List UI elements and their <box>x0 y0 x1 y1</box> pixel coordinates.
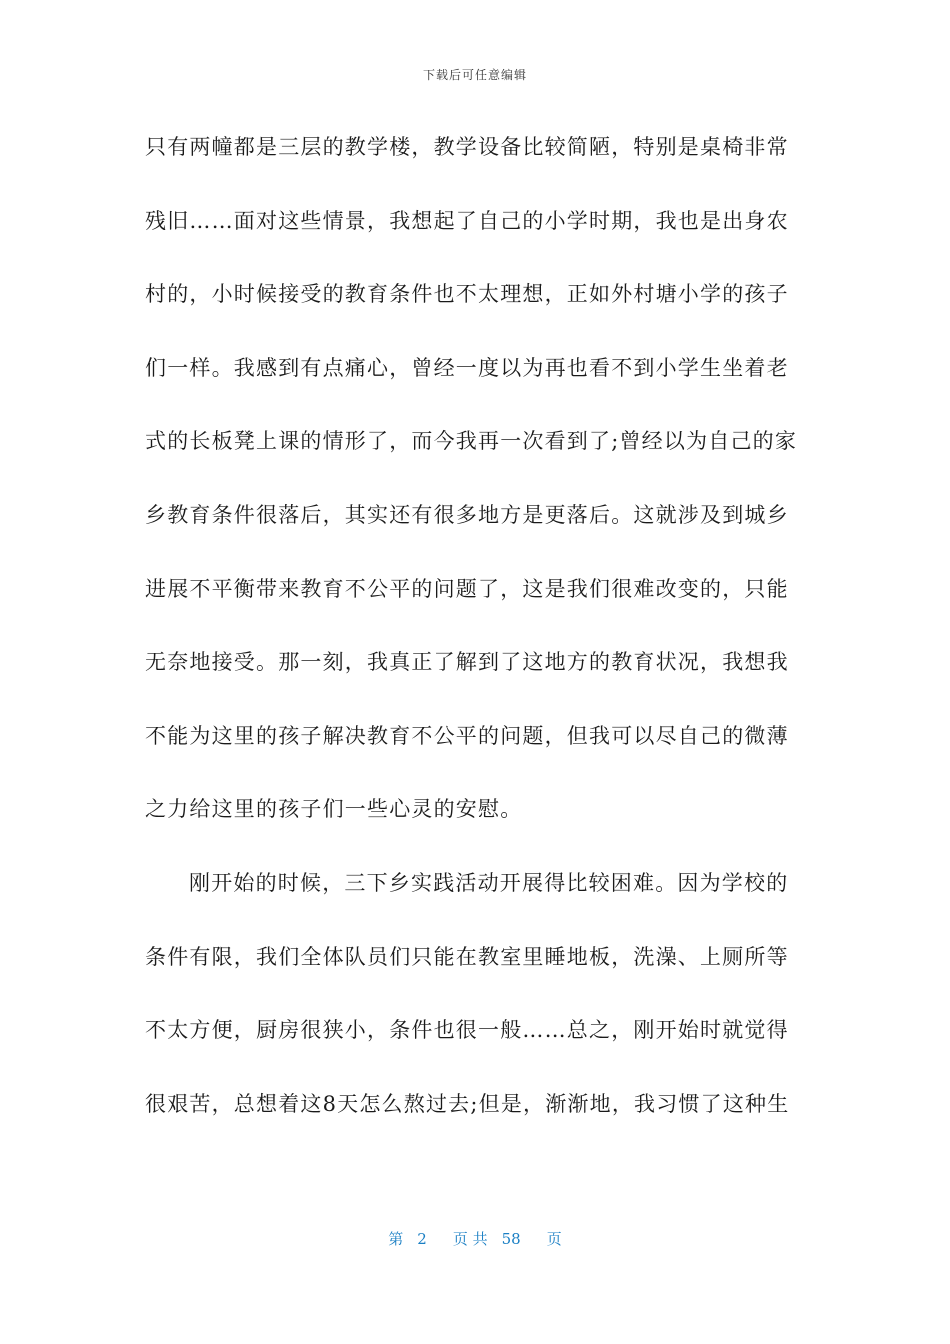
paragraph-1-line-6: 乡教育条件很落后，其实还有很多地方是更落后。这就涉及到城乡 <box>145 502 789 527</box>
paragraph-2-line-3: 不太方便，厨房很狭小，条件也很一般……总之，刚开始时就觉得 <box>145 1018 789 1043</box>
page-footer <box>0 1228 950 1249</box>
paragraph-1-line-4: 们一样。我感到有点痛心，曾经一度以为再也看不到小学生坐着老 <box>145 355 789 380</box>
page-header-note: 下载后可任意编辑 <box>422 68 527 82</box>
paragraph-1-line-10: 之力给这里的孩子们一些心灵的安慰。 <box>145 797 523 822</box>
document-body <box>145 127 805 1157</box>
paragraph-1-line-9: 不能为这里的孩子解决教育不公平的问题，但我可以尽自己的微薄 <box>145 723 789 748</box>
paragraph-2-line-4: 很艰苦，总想着这8天怎么熬过去;但是，渐渐地，我习惯了这种生 <box>145 1091 790 1116</box>
paragraph-1-line-1: 只有两幢都是三层的教学楼，教学设备比较简陋，特别是桌椅非常 <box>145 135 789 159</box>
paragraph-1-line-8: 无奈地接受。那一刻，我真正了解到了这地方的教育状况，我想我 <box>145 650 789 675</box>
current-page-number: 2 <box>417 1230 427 1248</box>
footer-middle: 页 共 <box>452 1230 488 1248</box>
paragraph-1-line-2: 残旧……面对这些情景，我想起了自己的小学时期，我也是出身农 <box>145 208 789 233</box>
paragraph-1-line-3: 村的，小时候接受的教育条件也不太理想，正如外村塘小学的孩子 <box>145 282 789 307</box>
paragraph-2-line-2: 条件有限，我们全体队员们只能在教室里睡地板，洗澡、上厕所等 <box>145 944 789 969</box>
paragraph-2-line-1: 刚开始的时候，三下乡实践活动开展得比较困难。因为学校的 <box>189 870 789 895</box>
footer-suffix: 页 <box>546 1230 562 1248</box>
total-pages-number: 58 <box>501 1230 521 1248</box>
paragraph-1-line-5: 式的长板凳上课的情形了，而今我再一次看到了;曾经以为自己的家 <box>145 429 798 454</box>
paragraph-1-line-7: 进展不平衡带来教育不公平的问题了，这是我们很难改变的，只能 <box>145 576 789 601</box>
footer-prefix: 第 <box>388 1230 404 1248</box>
